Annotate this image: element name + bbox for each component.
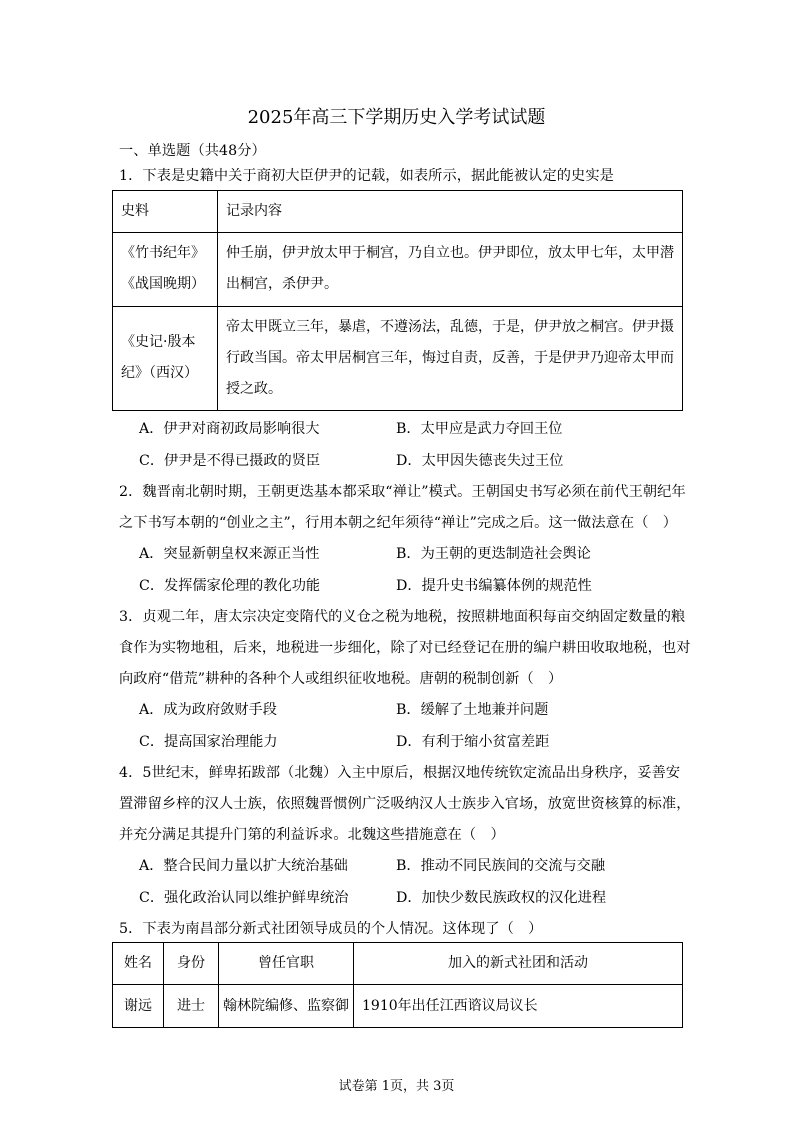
q1-table-content-2: 帝太甲既立三年，暴虐，不遵汤法，乱德，于是，伊尹放之桐宫。伊尹摄 行政当国。帝太甲居桐宫三年，悔过自责，反善，于是伊尹乃迎帝太甲而 授之政。 — [218, 306, 683, 410]
q2-line-1: 2．魏晋南北朝时期，王朝更迭基本都采取“禅让”模式。王朝国史书写必须在前代王朝纪年 — [119, 484, 686, 500]
q2-option-c: C．发挥儒家伦理的教化功能 — [139, 578, 321, 594]
q2-option-b: B．为王朝的更迭制造社会舆论 — [396, 546, 591, 562]
section-heading: 一、单选题（共48分） — [119, 143, 266, 159]
q5-table-header-name: 姓名 — [113, 943, 164, 985]
q1-table-source-1: 《竹书纪年》 《战国晚期） — [113, 233, 218, 306]
q1-option-a: A．伊尹对商初政局影响很大 — [139, 421, 320, 437]
q2-option-d: D．提升史书编纂体例的规范性 — [396, 578, 592, 594]
q5-table-cell-identity: 进士 — [164, 985, 219, 1028]
q1-table-content-1: 仲壬崩，伊尹放太甲于桐宫，乃自立也。伊尹即位，放太甲七年，太甲潜 出桐宫，杀伊尹。 — [218, 233, 683, 306]
q5-table-header-office: 曾任官职 — [219, 943, 354, 985]
q1-option-c: C．伊尹是不得已摄政的贤臣 — [139, 453, 321, 469]
q4-option-c: C．强化政治认同以维护鲜卑统治 — [139, 890, 349, 906]
q3-line-1: 3．贞观二年，唐太宗决定变隋代的义仓之税为地税，按照耕地面积每亩交纳固定数量的粮 — [119, 609, 686, 625]
q4-option-b: B．推动不同民族间的交流与交融 — [396, 858, 606, 874]
q3-option-a: A．成为政府敛财手段 — [139, 702, 277, 718]
q1-table — [112, 190, 683, 411]
q3-option-c: C．提高国家治理能力 — [139, 734, 278, 750]
q5-table-cell-name: 谢远 — [113, 985, 164, 1028]
q3-option-d: D．有利于缩小贫富差距 — [396, 734, 550, 750]
q4-line-2: 置滞留乡梓的汉人士族，依照魏晋惯例广泛吸纳汉人士族步入官场，放宽世资核算的标准， — [119, 796, 691, 812]
q3-option-b: B．缓解了土地兼并问题 — [396, 702, 549, 718]
q4-line-1: 4．5世纪末，鲜卑拓跋部（北魏）入主中原后，根据汉地传统钦定流品出身秩序，妥善安 — [119, 765, 681, 781]
q1-option-d: D．太甲因失德丧失过王位 — [396, 453, 564, 469]
q1-stem: 1．下表是史籍中关于商初大臣伊尹的记载，如表所示，据此能被认定的史实是 — [119, 168, 614, 184]
q1-table-source-2: 《史记·殷本 纪》（西汉） — [113, 306, 218, 410]
q4-option-a: A．整合民间力量以扩大统治基础 — [139, 858, 348, 874]
q4-line-3: 并充分满足其提升门第的利益诉求。北魏这些措施意在（ ） — [119, 827, 505, 843]
q5-table-header-societies: 加入的新式社团和活动 — [354, 943, 683, 985]
q2-option-a: A．突显新朝皇权来源正当性 — [139, 546, 320, 562]
q5-stem: 5．下表为南昌部分新式社团领导成员的个人情况。这体现了（ ） — [119, 921, 543, 937]
q1-table-header-source: 史料 — [113, 191, 218, 233]
q5-table-cell-societies: 1910年出任江西谘议局议长 — [354, 985, 683, 1028]
q3-line-2: 食作为实物地租，后来，地税进一步细化，除了对已经登记在册的编户耕田收取地税，也对 — [119, 640, 691, 656]
page-footer: 试卷第 1页，共 3页 — [338, 1079, 455, 1094]
q2-line-2: 之下书写本朝的“创业之主”，行用本朝之纪年须待“禅让”完成之后。这一做法意在（ ） — [119, 515, 678, 531]
q4-option-d: D．加快少数民族政权的汉化进程 — [396, 890, 607, 906]
q5-table-header-identity: 身份 — [164, 943, 219, 985]
q1-option-b: B．太甲应是武力夺回王位 — [396, 421, 563, 437]
q3-line-3: 向政府“借荒”耕种的各种个人或组织征收地税。唐朝的税制创新（ ） — [119, 671, 563, 687]
q5-table-cell-office: 翰林院编修、监察御 — [219, 985, 354, 1028]
q1-table-header-content: 记录内容 — [218, 191, 683, 233]
page-title: 2025年高三下学期历史入学考试试题 — [247, 107, 546, 128]
q5-table — [112, 942, 683, 1028]
